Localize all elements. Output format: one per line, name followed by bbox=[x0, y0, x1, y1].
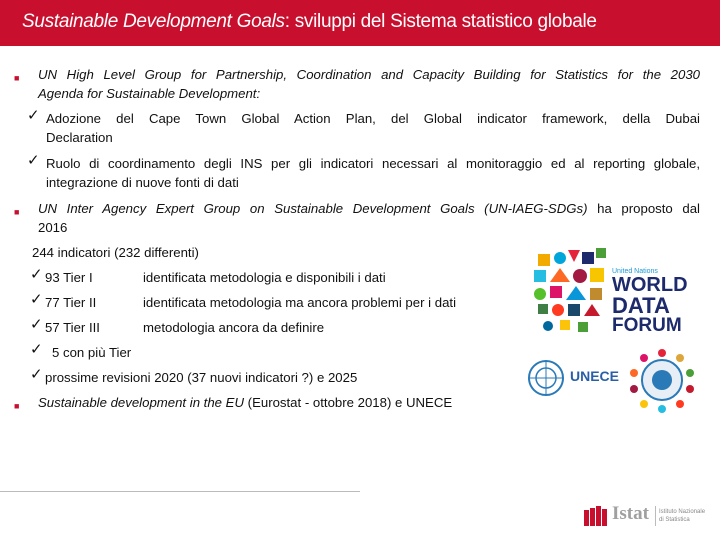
wdf-word-world: WORLD bbox=[612, 274, 688, 296]
wdf-word-data: DATA bbox=[612, 293, 670, 318]
istat-subtitle-line1: Istituto Nazionale bbox=[659, 509, 706, 515]
item-iaeg-sdgs-line1: UN Inter Agency Expert Group on Sustainable Development Goals (UN-IAEG-SDGs) ha proposto dal bbox=[38, 201, 700, 216]
istat-separator bbox=[655, 506, 656, 526]
sub-item-cape-town-line1: Adozione del Cape Town Global Action Plan, del Global indicator framework, della Dubai bbox=[46, 111, 700, 126]
wdf-caption: United Nations bbox=[612, 268, 658, 275]
title-bar bbox=[0, 0, 720, 46]
unece-logo-area bbox=[520, 345, 715, 415]
item-un-high-level-group-line2: Agenda for Sustainable Development: bbox=[38, 86, 261, 101]
wdf-word-forum: FORUM bbox=[612, 315, 682, 336]
un-emblem-icon bbox=[526, 358, 566, 398]
check-icon: ✓ bbox=[30, 266, 43, 283]
item-un-high-level-group-line1: UN High Level Group for Partnership, Coordination and Capacity Building for Statistics for the 2030 bbox=[38, 67, 700, 82]
revisions-line: prossime revisioni 2020 (37 nuovi indicatori ?) e 2025 bbox=[45, 370, 358, 385]
istat-logo bbox=[580, 500, 710, 530]
tier-row: 77 Tier II identificata metodologia ma ancora problemi per i dati bbox=[45, 295, 457, 310]
istat-subtitle bbox=[659, 508, 705, 524]
indicators-count: 244 indicatori (232 differenti) bbox=[32, 245, 199, 260]
unece-wordmark: UNECE bbox=[570, 368, 620, 384]
check-icon: ✓ bbox=[30, 291, 43, 308]
check-icon: ✓ bbox=[30, 341, 43, 358]
tier-row: 93 Tier I identificata metodologia e disponibili i dati bbox=[45, 270, 386, 285]
check-icon: ✓ bbox=[30, 366, 43, 383]
item-eu-sustainable-development: Sustainable development in the EU (Eurostat - ottobre 2018) e UNECE bbox=[38, 395, 453, 410]
check-icon: ✓ bbox=[27, 152, 40, 169]
tier-more: 5 con più Tier bbox=[52, 345, 132, 360]
istat-mark-icon bbox=[584, 506, 608, 526]
bullet-marker: ■ bbox=[14, 207, 20, 217]
sdg-wheel-icon bbox=[620, 347, 704, 413]
istat-wordmark: Istat bbox=[612, 503, 649, 524]
tier-row: 57 Tier III metodologia ancora da definire bbox=[45, 320, 325, 335]
footer-divider bbox=[0, 491, 360, 492]
check-icon: ✓ bbox=[27, 107, 40, 124]
item-iaeg-sdgs-line2: 2016 bbox=[38, 220, 68, 235]
world-data-forum-logo bbox=[530, 246, 705, 340]
sub-item-coordinamento-line1: Ruolo di coordinamento degli INS per gli indicatori necessari al monitoraggio ed al reporting globale, bbox=[46, 156, 700, 171]
bullet-marker: ■ bbox=[14, 401, 20, 411]
check-icon: ✓ bbox=[30, 316, 43, 333]
istat-subtitle-line2: di Statistica bbox=[659, 517, 690, 523]
bullet-marker: ■ bbox=[14, 73, 20, 83]
page-title: Sustainable Development Goals: sviluppi del Sistema statistico globale bbox=[22, 11, 597, 32]
sub-item-coordinamento-line2: integrazione di nuove fonti di dati bbox=[46, 175, 239, 190]
sub-item-cape-town-line2: Declaration bbox=[46, 130, 113, 145]
